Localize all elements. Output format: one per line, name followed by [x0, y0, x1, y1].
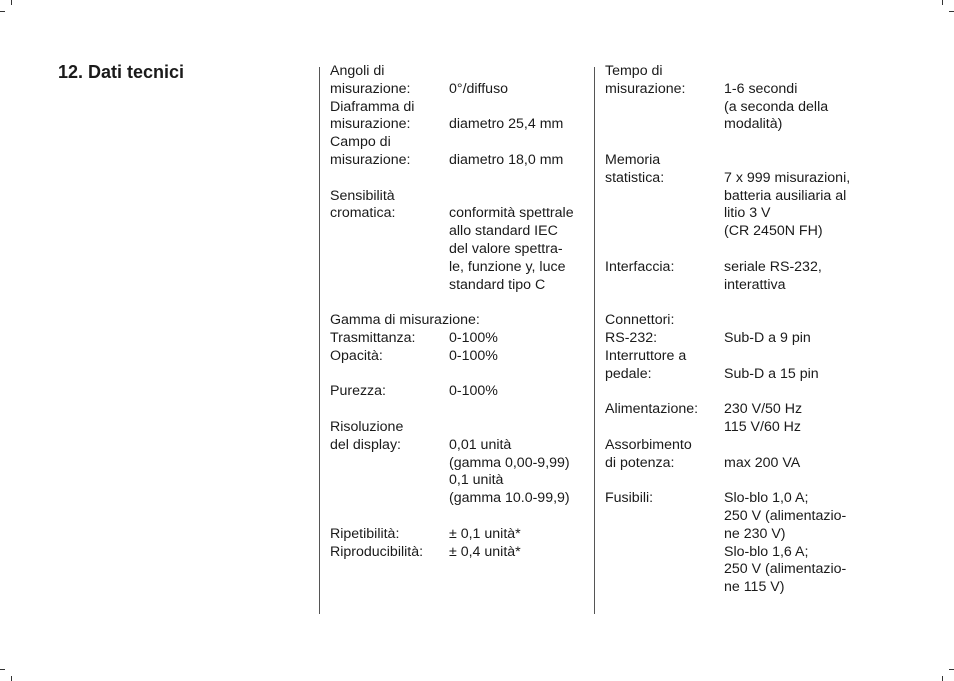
spec-row — [605, 544, 905, 562]
spec-row — [605, 116, 905, 134]
spec-label: Angoli di — [330, 63, 385, 79]
spec-row — [605, 419, 905, 437]
spec-value: (CR 2450N FH) — [724, 223, 823, 240]
spec-row — [330, 508, 592, 526]
spec-label: misurazione: — [330, 151, 411, 168]
spec-row — [330, 455, 592, 473]
spec-row — [330, 152, 592, 170]
spec-row — [330, 134, 592, 152]
spec-label: Campo di — [330, 134, 391, 151]
spec-column-right — [605, 63, 905, 597]
spec-value: max 200 VA — [724, 454, 801, 471]
spec-label: statistica: — [605, 169, 665, 186]
spec-row — [605, 490, 905, 508]
spec-row — [330, 188, 592, 206]
spec-row — [330, 526, 592, 544]
spec-row — [330, 401, 592, 419]
crop-mark — [942, 676, 943, 681]
spec-row — [605, 330, 905, 348]
spec-row — [605, 294, 905, 312]
spec-row — [605, 472, 905, 490]
spec-label: Riproducibilità: — [330, 543, 424, 560]
spec-label: Trasmittanza: — [330, 329, 416, 346]
spec-value: 0-100% — [449, 329, 498, 346]
spec-row — [330, 277, 592, 295]
spec-row — [330, 99, 592, 117]
section-title: 12. Dati tecnici — [58, 62, 185, 82]
spec-value: ± 0,4 unità* — [449, 543, 521, 560]
spec-row — [605, 152, 905, 170]
spec-row — [330, 116, 592, 134]
spec-row — [605, 437, 905, 455]
spec-row — [605, 401, 905, 419]
spec-value: interattiva — [724, 276, 786, 293]
spec-value: (gamma 0,00-9,99) — [449, 454, 570, 471]
spec-label: di potenza: — [605, 454, 675, 471]
spec-label: Opacità: — [330, 347, 383, 364]
spec-value: conformità spettrale — [449, 205, 574, 222]
spec-value: ne 230 V) — [724, 525, 786, 542]
spec-row — [330, 81, 592, 99]
spec-value: 250 V (alimentazio- — [724, 561, 847, 578]
column-divider — [594, 67, 595, 614]
spec-value: (gamma 10.0-99,9) — [449, 490, 570, 507]
spec-row — [605, 348, 905, 366]
spec-row — [330, 259, 592, 277]
spec-row — [605, 526, 905, 544]
spec-label: Interruttore a — [605, 347, 687, 364]
spec-label: Assorbimento — [605, 436, 692, 453]
spec-value: modalità) — [724, 116, 783, 133]
spec-label: RS-232: — [605, 329, 658, 346]
crop-mark — [11, 676, 12, 681]
spec-value: (a seconda della — [724, 98, 829, 115]
spec-label: Sensibilità — [330, 187, 395, 204]
spec-row — [330, 241, 592, 259]
crop-mark — [942, 0, 943, 5]
spec-row — [605, 277, 905, 295]
spec-row — [605, 259, 905, 277]
spec-value: del valore spettra- — [449, 240, 563, 257]
spec-value: allo standard IEC — [449, 223, 558, 240]
spec-label: Interfaccia: — [605, 258, 675, 275]
column-divider — [319, 67, 320, 614]
spec-label: cromatica: — [330, 205, 396, 222]
spec-row — [330, 170, 592, 188]
spec-label: misurazione: — [605, 80, 686, 97]
spec-row — [605, 134, 905, 152]
spec-row — [330, 472, 592, 490]
spec-value: diametro 25,4 mm — [449, 116, 564, 133]
spec-value: Slo-blo 1,0 A; — [724, 490, 809, 507]
spec-label: Ripetibilità: — [330, 525, 400, 542]
spec-value: 115 V/60 Hz — [724, 418, 802, 435]
spec-label: del display: — [330, 436, 401, 453]
spec-row — [605, 579, 905, 597]
spec-label: Connettori: — [605, 312, 675, 329]
spec-value: ± 0,1 unità* — [449, 525, 521, 542]
spec-row — [330, 544, 592, 562]
spec-row — [605, 366, 905, 384]
spec-value: Slo-blo 1,6 A; — [724, 543, 809, 560]
spec-row — [605, 455, 905, 473]
spec-row — [605, 508, 905, 526]
spec-label: Purezza: — [330, 383, 386, 400]
spec-label: Diaframma di — [330, 98, 415, 115]
spec-row — [330, 330, 592, 348]
spec-row — [605, 312, 905, 330]
spec-row — [605, 188, 905, 206]
spec-value: Sub-D a 9 pin — [724, 329, 811, 346]
crop-mark — [0, 669, 5, 670]
spec-row — [605, 99, 905, 117]
spec-value: ne 115 V) — [724, 579, 785, 596]
spec-value: le, funzione y, luce — [449, 258, 566, 275]
spec-row — [330, 348, 592, 366]
spec-row — [330, 205, 592, 223]
spec-label: Alimentazione: — [605, 401, 699, 418]
spec-label: Fusibili: — [605, 490, 654, 507]
spec-label: misurazione: — [330, 116, 411, 133]
spec-row — [330, 63, 592, 81]
spec-label: misurazione: — [330, 80, 411, 97]
spec-column-left — [330, 63, 592, 561]
spec-value: 1-6 secondi — [724, 80, 798, 97]
spec-row — [605, 205, 905, 223]
spec-row — [605, 383, 905, 401]
spec-row — [330, 419, 592, 437]
spec-value: litio 3 V — [724, 205, 771, 222]
spec-row — [330, 437, 592, 455]
spec-value: 0,1 unità — [449, 472, 504, 489]
spec-label: Risoluzione — [330, 418, 404, 435]
spec-label: Gamma di misurazione: — [330, 312, 480, 329]
spec-row — [605, 170, 905, 188]
spec-row — [330, 294, 592, 312]
spec-value: 0°/diffuso — [449, 80, 509, 97]
spec-value: 0-100% — [449, 383, 498, 400]
spec-value: batteria ausiliaria al — [724, 187, 847, 204]
spec-row — [330, 490, 592, 508]
spec-value: standard tipo C — [449, 276, 546, 293]
crop-mark — [0, 11, 5, 12]
spec-value: 0-100% — [449, 347, 498, 364]
spec-row — [605, 223, 905, 241]
spec-label: Memoria — [605, 151, 661, 168]
spec-value: Sub-D a 15 pin — [724, 365, 819, 382]
spec-label: pedale: — [605, 365, 652, 382]
spec-value: diametro 18,0 mm — [449, 151, 564, 168]
spec-row — [330, 223, 592, 241]
spec-value: seriale RS-232, — [724, 258, 822, 275]
spec-row — [605, 81, 905, 99]
spec-row — [605, 63, 905, 81]
spec-row — [330, 383, 592, 401]
spec-label: Tempo di — [605, 63, 663, 79]
spec-value: 0,01 unità — [449, 436, 512, 453]
crop-mark — [949, 11, 954, 12]
crop-mark — [11, 0, 12, 5]
spec-row — [330, 312, 592, 330]
spec-row — [330, 366, 592, 384]
spec-row — [605, 241, 905, 259]
spec-value: 230 V/50 Hz — [724, 401, 803, 418]
crop-mark — [949, 669, 954, 670]
spec-value: 7 x 999 misurazioni, — [724, 169, 851, 186]
spec-value: 250 V (alimentazio- — [724, 507, 847, 524]
spec-row — [605, 561, 905, 579]
